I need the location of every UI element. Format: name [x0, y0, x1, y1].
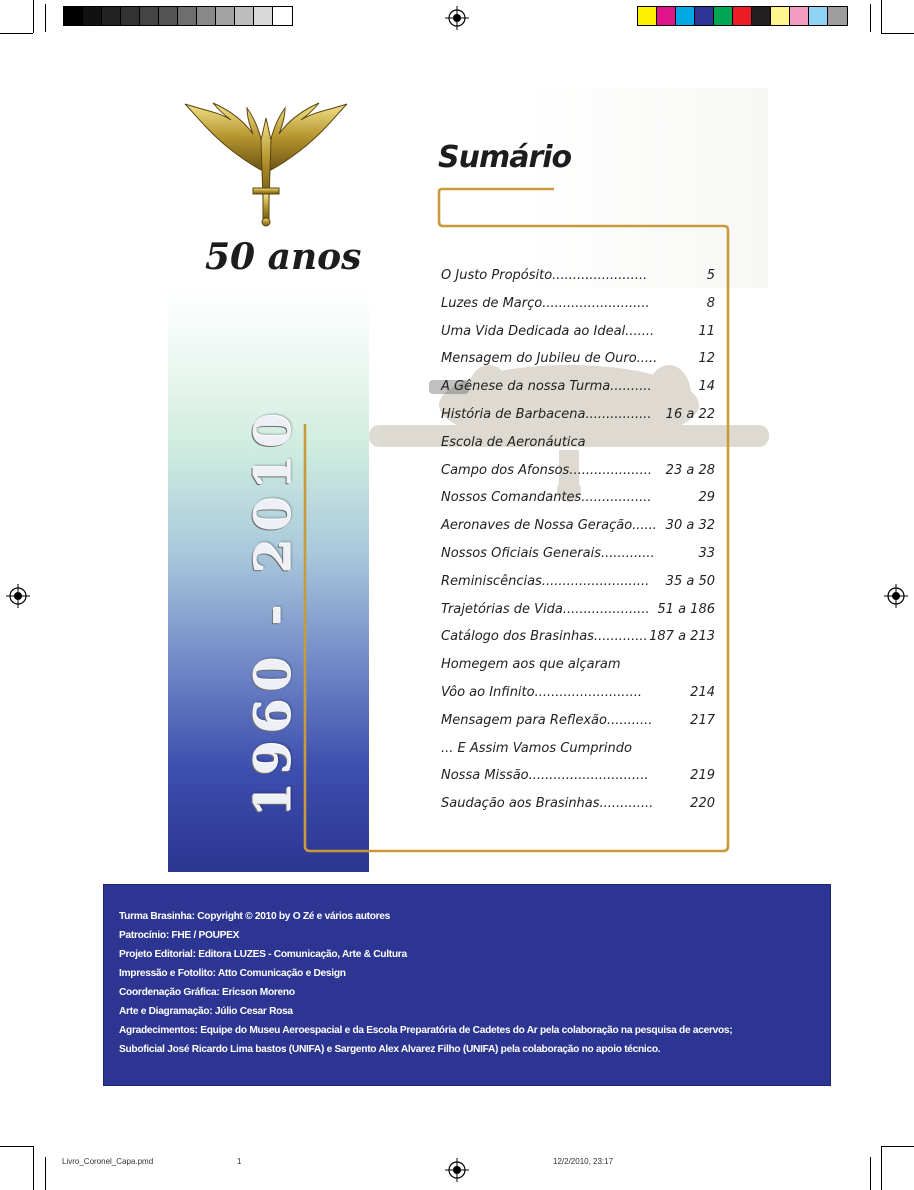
- toc-entry: [441, 707, 715, 735]
- toc-entry-page: 217: [690, 712, 715, 728]
- toc-entry-title: Escola de Aeronáutica: [441, 434, 586, 450]
- registration-mark-icon: [445, 6, 469, 30]
- toc-entry: [441, 623, 715, 651]
- credit-line: Suboficial José Ricardo Lima bastos (UNIFA) e Sargento Alex Alvarez Filho (UNIFA) pela colaboração no apoio técnico.: [119, 1044, 661, 1055]
- toc-entry: [441, 651, 715, 679]
- toc-entry: [441, 290, 715, 318]
- color-swatch: [638, 7, 657, 25]
- color-swatch: [714, 7, 733, 25]
- toc-entry: [441, 373, 715, 401]
- gray-swatch: [178, 7, 197, 25]
- toc-entry: [441, 596, 715, 624]
- gray-swatch: [121, 7, 140, 25]
- toc-entry-title: A Gênese da nossa Turma..........: [441, 379, 652, 395]
- toc-entry-page: 5: [706, 268, 715, 283]
- toc-entry-page: 8: [706, 295, 715, 311]
- toc-entry-title: Uma Vida Dedicada ao Ideal.......: [441, 323, 655, 339]
- toc-entry: [441, 679, 715, 707]
- toc-entry-page: 30 a 32: [665, 518, 715, 534]
- toc-entry-title: Trajetórias de Vida.....................: [441, 601, 650, 617]
- toc-entry-page: 51 a 186: [657, 601, 715, 617]
- grayscale-bar: [63, 6, 293, 26]
- color-swatch: [828, 7, 847, 25]
- toc-entry: [441, 318, 715, 346]
- credit-line: Patrocínio: FHE / POUPEX: [119, 930, 240, 941]
- toc-entry-title: Mensagem para Reflexão...........: [441, 712, 653, 728]
- credit-line: Arte e Diagramação: Júlio Cesar Rosa: [119, 1006, 293, 1017]
- toc-entry-title: Mensagem do Jubileu de Ouro.....: [441, 351, 658, 367]
- registration-mark-icon: [6, 584, 30, 608]
- toc-entry: [441, 540, 715, 568]
- toc-entry: [441, 457, 715, 485]
- footer-timestamp: 12/2/2010, 23:17: [553, 1157, 614, 1166]
- credit-line: Projeto Editorial: Editora LUZES - Comunicação, Arte & Cultura: [119, 949, 407, 960]
- page-title: Sumário: [438, 140, 572, 175]
- toc-entry-page: 12: [698, 351, 715, 367]
- color-swatch: [676, 7, 695, 25]
- toc-entry-title: Campo dos Afonsos....................: [441, 462, 652, 478]
- color-swatch: [790, 7, 809, 25]
- toc-entry-title: Homegem aos que alçaram: [441, 657, 621, 673]
- toc-entry-page: 220: [690, 796, 715, 812]
- toc-entry-page: 23 a 28: [665, 462, 715, 478]
- toc-entry-title: Nossos Oficiais Generais.............: [441, 545, 655, 561]
- toc-entry-title: História de Barbacena................: [441, 406, 652, 422]
- years-vertical-text: 1960 - 2010: [242, 406, 302, 818]
- toc-entry: [441, 790, 715, 818]
- color-swatch: [695, 7, 714, 25]
- toc-entry-page: 35 a 50: [665, 573, 715, 589]
- toc-entry-title: ... E Assim Vamos Cumprindo: [441, 740, 632, 756]
- toc-entry: [441, 429, 715, 457]
- toc-entry-page: 11: [698, 323, 715, 339]
- color-bar: [637, 6, 848, 26]
- toc-entry-page: 187 a 213: [649, 629, 715, 645]
- credit-line: Coordenação Gráfica: Ericson Moreno: [119, 987, 295, 998]
- table-of-contents: [441, 262, 715, 818]
- toc-entry: [441, 512, 715, 540]
- toc-entry-page: 219: [690, 768, 715, 784]
- toc-entry-page: 33: [698, 545, 715, 561]
- color-swatch: [733, 7, 752, 25]
- registration-mark-icon: [445, 1158, 469, 1182]
- toc-entry-page: 214: [690, 684, 715, 700]
- color-swatch: [657, 7, 676, 25]
- credit-line: Turma Brasinha: Copyright © 2010 by O Zé e vários autores: [119, 911, 391, 922]
- credit-line: Agradecimentos: Equipe do Museu Aeroespacial e da Escola Preparatória de Cadetes do Ar pela colaboração na pesquisa de acervos;: [119, 1025, 733, 1036]
- registration-mark-icon: [884, 584, 908, 608]
- toc-entry-title: Vôo ao Infinito..........................: [441, 684, 643, 700]
- toc-entry-title: Reminiscências..........................: [441, 573, 650, 589]
- color-swatch: [771, 7, 790, 25]
- toc-entry-page: 16 a 22: [665, 406, 715, 422]
- anniversary-text: 50 anos: [205, 236, 362, 278]
- gray-swatch: [273, 7, 292, 25]
- gray-swatch: [235, 7, 254, 25]
- footer-filename: Livro_Coronel_Capa.pmd: [62, 1157, 154, 1166]
- toc-entry: [441, 484, 715, 512]
- footer-page-number: 1: [237, 1157, 242, 1166]
- gray-swatch: [83, 7, 102, 25]
- toc-entry-title: Aeronaves de Nossa Geração......: [441, 518, 657, 534]
- toc-entry-title: Nossa Missão.............................: [441, 768, 649, 784]
- credit-line: Impressão e Fotolito: Atto Comunicação e Design: [119, 968, 346, 979]
- gray-swatch: [216, 7, 235, 25]
- toc-entry: [441, 735, 715, 763]
- gray-swatch: [102, 7, 121, 25]
- toc-entry-title: Catálogo dos Brasinhas.............: [441, 629, 648, 645]
- gray-swatch: [140, 7, 159, 25]
- toc-entry: [441, 762, 715, 790]
- toc-entry-page: 14: [698, 379, 715, 395]
- gray-swatch: [64, 7, 83, 25]
- gray-swatch: [159, 7, 178, 25]
- color-swatch: [752, 7, 771, 25]
- toc-entry: [441, 401, 715, 429]
- toc-entry-title: Luzes de Março..........................: [441, 295, 650, 311]
- toc-entry: [441, 345, 715, 373]
- toc-entry: [441, 262, 715, 290]
- gray-swatch: [197, 7, 216, 25]
- credits-box: [103, 884, 831, 1086]
- gray-swatch: [254, 7, 273, 25]
- color-swatch: [809, 7, 828, 25]
- toc-entry-page: 29: [698, 490, 715, 506]
- toc-entry-title: Saudação aos Brasinhas.............: [441, 796, 654, 812]
- toc-entry-title: O Justo Propósito.......................: [441, 268, 648, 283]
- toc-entry: [441, 568, 715, 596]
- toc-entry-title: Nossos Comandantes.................: [441, 490, 652, 506]
